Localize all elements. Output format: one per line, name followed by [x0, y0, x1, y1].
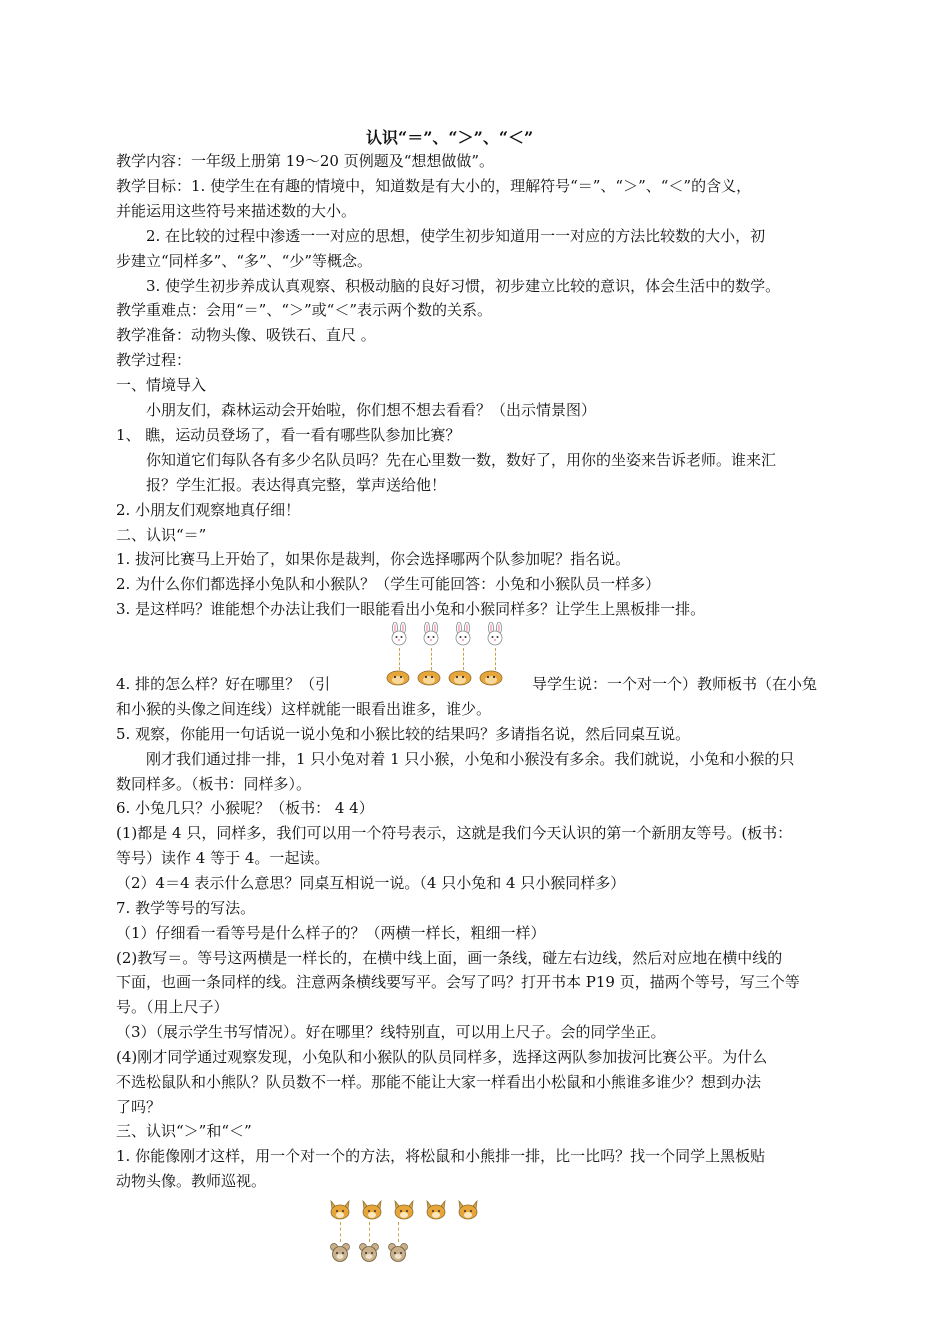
section-heading: 二、认识“＝”: [116, 526, 207, 544]
text-line: 刚才我们通过排一排，1 只小兔对着 1 只小猴，小兔和小猴没有多余。我们就说，小兔和小猴的只: [146, 750, 795, 768]
monkey-row: [386, 670, 510, 686]
text-line: （3）（展示学生书写情况）。好在哪里？线特别直，可以用上尺子。会的同学坐正。: [116, 1023, 666, 1041]
match-line: [431, 648, 432, 670]
bear-icon: [387, 1242, 409, 1262]
bear-icon: [329, 1242, 351, 1262]
text-line: 4. 排的怎么样？好在哪里？（引: [116, 675, 331, 693]
bunny-icon: [420, 622, 442, 646]
text-line: 和小猴的头像之间连线）这样就能一眼看出谁多，谁少。: [116, 700, 492, 718]
text-line: 教学重难点：会用“＝”、“＞”或“＜”表示两个数的关系。: [116, 301, 493, 319]
bunny-icon: [484, 622, 506, 646]
text-line: 号。（用上尺子）: [116, 998, 229, 1016]
text-line: 下面，也画一条同样的线。注意两条横线要写平。会写了吗？打开书本 P19 页，描两个等号，写三个等: [116, 973, 800, 991]
text-line: 了吗？: [116, 1098, 162, 1116]
text-line: 等号）读作 4 等于 4。一起读。: [116, 849, 330, 867]
text-line: 3. 是这样吗？谁能想个办法让我们一眼能看出小兔和小猴同样多？让学生上黑板排一排。: [116, 600, 706, 618]
bear-icon: [358, 1242, 380, 1262]
text-line: (4)刚才同学通过观察发现，小兔队和小猴队的队员同样多，选择这两队参加拔河比赛公平。为什么: [116, 1048, 768, 1066]
squirrel-icon: [328, 1200, 352, 1220]
text-line: 导学生说：一个对一个）教师板书（在小兔: [532, 675, 818, 693]
monkey-icon: [417, 670, 441, 686]
text-line: 动物头像。教师巡视。: [116, 1172, 267, 1190]
text-line: 2. 在比较的过程中渗透一一对应的思想，使学生初步知道用一一对应的方法比较数的大小，初: [146, 227, 766, 245]
text-line: 数同样多。（板书：同样多）。: [116, 775, 312, 793]
text-line: （1）仔细看一看等号是什么样子的？（两横一样长，粗细一样）: [116, 924, 546, 942]
text-line: 步建立“同样多”、“多”、“少”等概念。: [116, 252, 373, 270]
match-line: [495, 648, 496, 670]
text-line: 报？学生汇报。表达得真完整，掌声送给他！: [146, 476, 447, 494]
text-line: 1. 拔河比赛马上开始了，如果你是裁判，你会选择哪两个队参加呢？指名说。: [116, 550, 631, 568]
match-line: [399, 648, 400, 670]
text-line: 教学过程：: [116, 351, 192, 369]
squirrel-bear-figure: [326, 1200, 486, 1268]
text-line: 教学内容：一年级上册第 19～20 页例题及“想想做做”。: [116, 152, 495, 170]
text-line: 7. 教学等号的写法。: [116, 899, 256, 917]
text-line: 并能运用这些符号来描述数的大小。: [116, 202, 357, 220]
squirrel-icon: [392, 1200, 416, 1220]
text-line: (1)都是 4 只，同样多，我们可以用一个符号表示，这就是我们今天认识的第一个新朋友等号。(板书：: [116, 824, 793, 842]
text-line: 1、 瞧，运动员登场了，看一看有哪些队参加比赛？: [116, 426, 461, 444]
text-line: 2. 为什么你们都选择小兔队和小猴队？（学生可能回答：小兔和小猴队员一样多）: [116, 575, 661, 593]
text-line: 小朋友们，森林运动会开始啦，你们想不想去看看？（出示情景图）: [146, 401, 597, 419]
bunny-icon: [452, 622, 474, 646]
text-line: 3. 使学生初步养成认真观察、积极动脑的良好习惯，初步建立比较的意识，体会生活中的数学。: [146, 277, 781, 295]
squirrel-row: [328, 1200, 488, 1220]
text-line: 教学准备：动物头像、吸铁石、直尺 。: [116, 326, 376, 344]
monkey-icon: [386, 670, 410, 686]
document-title: 认识“＝”、“＞”、“＜”: [366, 128, 534, 147]
text-line: 教学目标：1. 使学生在有趣的情境中，知道数是有大小的，理解符号“＝”、“＞”、“＜”的含义，: [116, 177, 752, 195]
bunny-monkey-figure: [384, 622, 514, 692]
match-line: [369, 1222, 370, 1242]
squirrel-icon: [424, 1200, 448, 1220]
section-heading: 一、情境导入: [116, 376, 207, 394]
text-line: 不选松鼠队和小熊队？队员数不一样。那能不能让大家一样看出小松鼠和小熊谁多谁少？想到办法: [116, 1073, 762, 1091]
match-line: [340, 1222, 341, 1242]
text-line: (2)教写＝。等号这两横是一样长的，在横中线上面，画一条线，碰左右边线，然后对应地在横中线的: [116, 949, 783, 967]
text-line: 5. 观察，你能用一句话说一说小兔和小猴比较的结果吗？多请指名说，然后同桌互说。: [116, 725, 691, 743]
squirrel-icon: [360, 1200, 384, 1220]
match-line: [463, 648, 464, 670]
text-line: 你知道它们每队各有多少名队员吗？先在心里数一数，数好了，用你的坐姿来告诉老师。谁来汇: [146, 451, 777, 469]
bear-row: [329, 1242, 416, 1262]
text-line: 6. 小兔几只？小猴呢？（板书： 4 4）: [116, 799, 374, 817]
text-line: （2）4＝4 表示什么意思？同桌互相说一说。（4 只小兔和 4 只小猴同样多）: [116, 874, 626, 892]
section-heading: 三、认识“＞”和“＜”: [116, 1122, 252, 1140]
text-line: 2. 小朋友们观察地真仔细！: [116, 501, 301, 519]
squirrel-icon: [456, 1200, 480, 1220]
monkey-icon: [448, 670, 472, 686]
monkey-icon: [479, 670, 503, 686]
bunny-row: [388, 622, 516, 646]
bunny-icon: [388, 622, 410, 646]
text-line: 1. 你能像刚才这样，用一个对一个的方法，将松鼠和小熊排一排，比一比吗？找一个同学上黑板贴: [116, 1147, 766, 1165]
match-line: [398, 1222, 399, 1242]
